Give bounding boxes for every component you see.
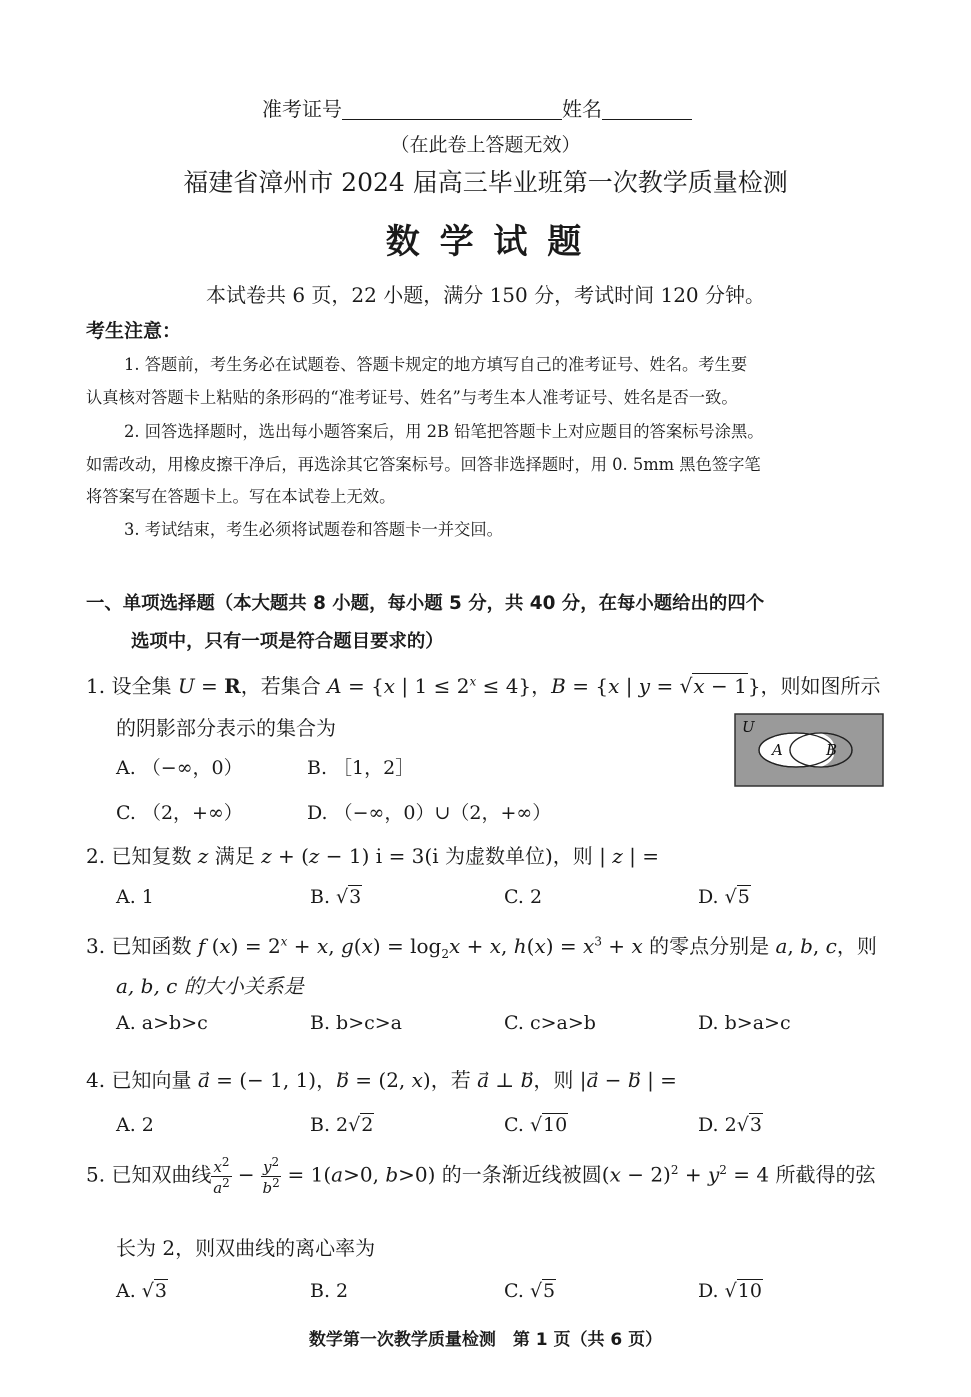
option-a: A. （−∞，0） (116, 757, 243, 779)
exam-summary: 本试卷共 6 页，22 小题，满分 150 分，考试时间 120 分钟。 (205, 283, 766, 307)
option-c: C. （2，+∞） (116, 802, 243, 824)
question-3-cont: a, b, c 的大小关系是 (116, 974, 304, 998)
section1-heading-cont: 选项中，只有一项是符合题目要求的） (131, 631, 444, 652)
section1-heading: 一、单项选择题（本大题共 8 小题，每小题 5 分，共 40 分，在每小题给出的四个 (86, 593, 765, 614)
option-a: A. 1 (116, 886, 154, 908)
question-3: 3. 已知函数 f $(x) = 2^x + x$, $g(x) = \log_2x + x$, $h(x) = x^3 + x$ 的零点分别是 a, b, c，则 (86, 934, 877, 961)
notice-line: 1. 答题前，考生务必在试题卷、答题卡规定的地方填写自己的准考证号、姓名。考生要 (124, 355, 748, 374)
option-a: A. a>b>c (116, 1012, 208, 1034)
option-a: A. √3 (116, 1280, 168, 1302)
question-4: 4. 已知向量 a⃗ = (− 1, 1)，b⃗ = (2, x)，若 a⃗ ⊥ b⃗，则 |a⃗ − b⃗ | = (86, 1068, 677, 1092)
fraction-x2-a2: $\frac{x^2}{a^2}$ (213, 1155, 230, 1197)
option-c: C. 2 (504, 886, 543, 908)
question-number: 3. (86, 934, 106, 958)
notice-heading: 考生注意： (86, 320, 182, 342)
question-number: 5. (86, 1162, 106, 1187)
notice-line: 3. 考试结束，考生必须将试题卷和答题卡一并交回。 (124, 520, 503, 539)
exam-id-row (262, 93, 692, 122)
question-5: 5. 已知双曲线 $\frac{x^2}{a^2}$ − $\frac{y^2}{b^2}$ = 1(a>0, b>0) 的一条渐近线被圆$(x - 2)^2 + y^2 = 4$ 所截得的弦 (86, 1155, 876, 1197)
exam-id-blank (342, 99, 562, 120)
question-number: 2. (86, 844, 106, 868)
option-a: A. 2 (116, 1114, 154, 1136)
page-footer: 数学第一次教学质量检测 第 1 页（共 6 页） (308, 1330, 663, 1350)
option-c: C. √10 (504, 1114, 568, 1136)
notice-line: 2. 回答选择题时，选出每小题答案后，用 2B 铅笔把答题卡上对应题目的答案标号涂黑。 (124, 422, 764, 441)
option-c: C. √5 (504, 1280, 556, 1302)
option-d: D. √10 (698, 1280, 762, 1302)
option-d: D. √5 (698, 886, 750, 908)
option-d: D. b>a>c (698, 1012, 791, 1034)
option-d: D. 2√3 (698, 1114, 762, 1136)
option-b: B. √3 (310, 886, 362, 908)
name-blank (602, 99, 692, 120)
question-1: 1. 设全集 U = R，若集合 A = {x | $1 \le 2^x \le 4$}，B = {x | y = √x − 1}，则如图所示 (86, 674, 881, 698)
fraction-y2-b2: $\frac{y^2}{b^2}$ (262, 1155, 280, 1197)
notice-line: 将答案写在答题卡上。写在本试卷上无效。 (86, 487, 396, 506)
option-c: C. c>a>b (504, 1012, 596, 1034)
venn-label-u: U (742, 718, 755, 736)
subject-title: 数 学 试 题 (385, 222, 586, 262)
exam-title: 福建省漳州市 2024 届高三毕业班第一次教学质量检测 (183, 168, 788, 197)
option-b: B. b>c>a (310, 1012, 403, 1034)
option-b: B. 2 (310, 1280, 349, 1302)
venn-label-b: B (826, 741, 838, 759)
name-label: 姓名 (562, 97, 602, 121)
notice-line: 认真核对答题卡上粘贴的条形码的“准考证号、姓名”与考生本人准考证号、姓名是否一致。 (86, 388, 738, 407)
question-number: 1. (86, 674, 106, 698)
venn-diagram (734, 713, 884, 787)
option-b: B. 2√2 (310, 1114, 374, 1136)
option-b: B. ［1，2］ (307, 757, 415, 779)
exam-id-label: 准考证号 (262, 97, 342, 121)
venn-label-a: A (772, 741, 783, 759)
question-1-cont: 的阴影部分表示的集合为 (116, 716, 336, 740)
question-2: 2. 已知复数 z 满足 z + (z − 1) i = 3(i 为虚数单位)，则 | z | = (86, 844, 659, 868)
question-number: 4. (86, 1068, 106, 1092)
option-d: D. （−∞，0）∪（2，+∞） (307, 802, 552, 824)
invalid-note: （在此卷上答题无效） (390, 134, 581, 156)
question-5-cont: 长为 2，则双曲线的离心率为 (116, 1236, 376, 1260)
notice-line: 如需改动，用橡皮擦干净后，再选涂其它答案标号。回答非选择题时，用 0. 5mm 黑色签字笔 (86, 455, 761, 474)
